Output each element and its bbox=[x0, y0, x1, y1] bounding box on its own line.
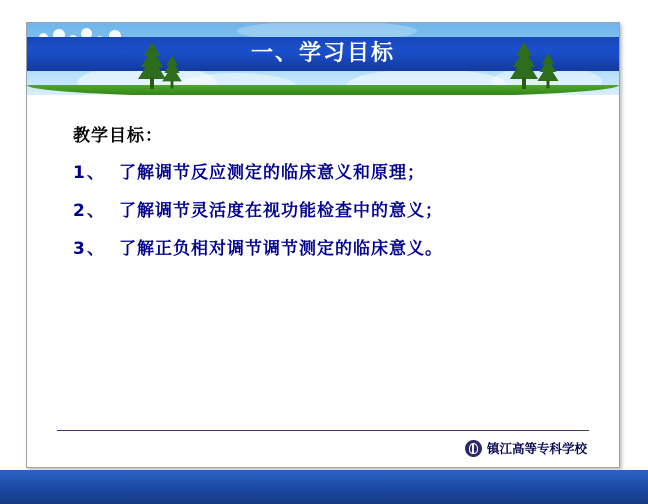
footer-branding bbox=[465, 437, 587, 459]
footer-divider bbox=[57, 430, 589, 431]
slide-body bbox=[27, 97, 619, 467]
objective-separator-3: 、 bbox=[87, 239, 105, 259]
bottom-bar bbox=[0, 470, 648, 504]
objective-separator-2: 、 bbox=[87, 201, 105, 221]
objectives-heading: 教学目标： bbox=[73, 126, 163, 146]
objective-number-2: 2 bbox=[73, 201, 86, 221]
school-crest-icon bbox=[465, 440, 482, 457]
slide-canvas bbox=[26, 22, 620, 468]
objective-item-2 bbox=[73, 196, 589, 221]
objective-item-1 bbox=[73, 158, 589, 183]
objective-text-3: 了解正负相对调节调节测定的临床意义。 bbox=[119, 239, 443, 259]
grass-strip bbox=[27, 85, 619, 95]
slide-title: 一、学习目标 bbox=[250, 41, 395, 66]
slide-header-banner bbox=[27, 23, 619, 95]
objective-item-3 bbox=[73, 234, 589, 259]
footer-school-name: 镇江高等专科学校 bbox=[486, 441, 587, 456]
objectives-block bbox=[73, 121, 589, 272]
objective-number-1: 1 bbox=[73, 163, 86, 183]
objective-text-2: 了解调节灵活度在视功能检查中的意义； bbox=[119, 201, 443, 221]
objective-separator-1: 、 bbox=[87, 163, 105, 183]
objective-text-1: 了解调节反应测定的临床意义和原理； bbox=[119, 163, 425, 183]
objective-number-3: 3 bbox=[73, 239, 86, 259]
